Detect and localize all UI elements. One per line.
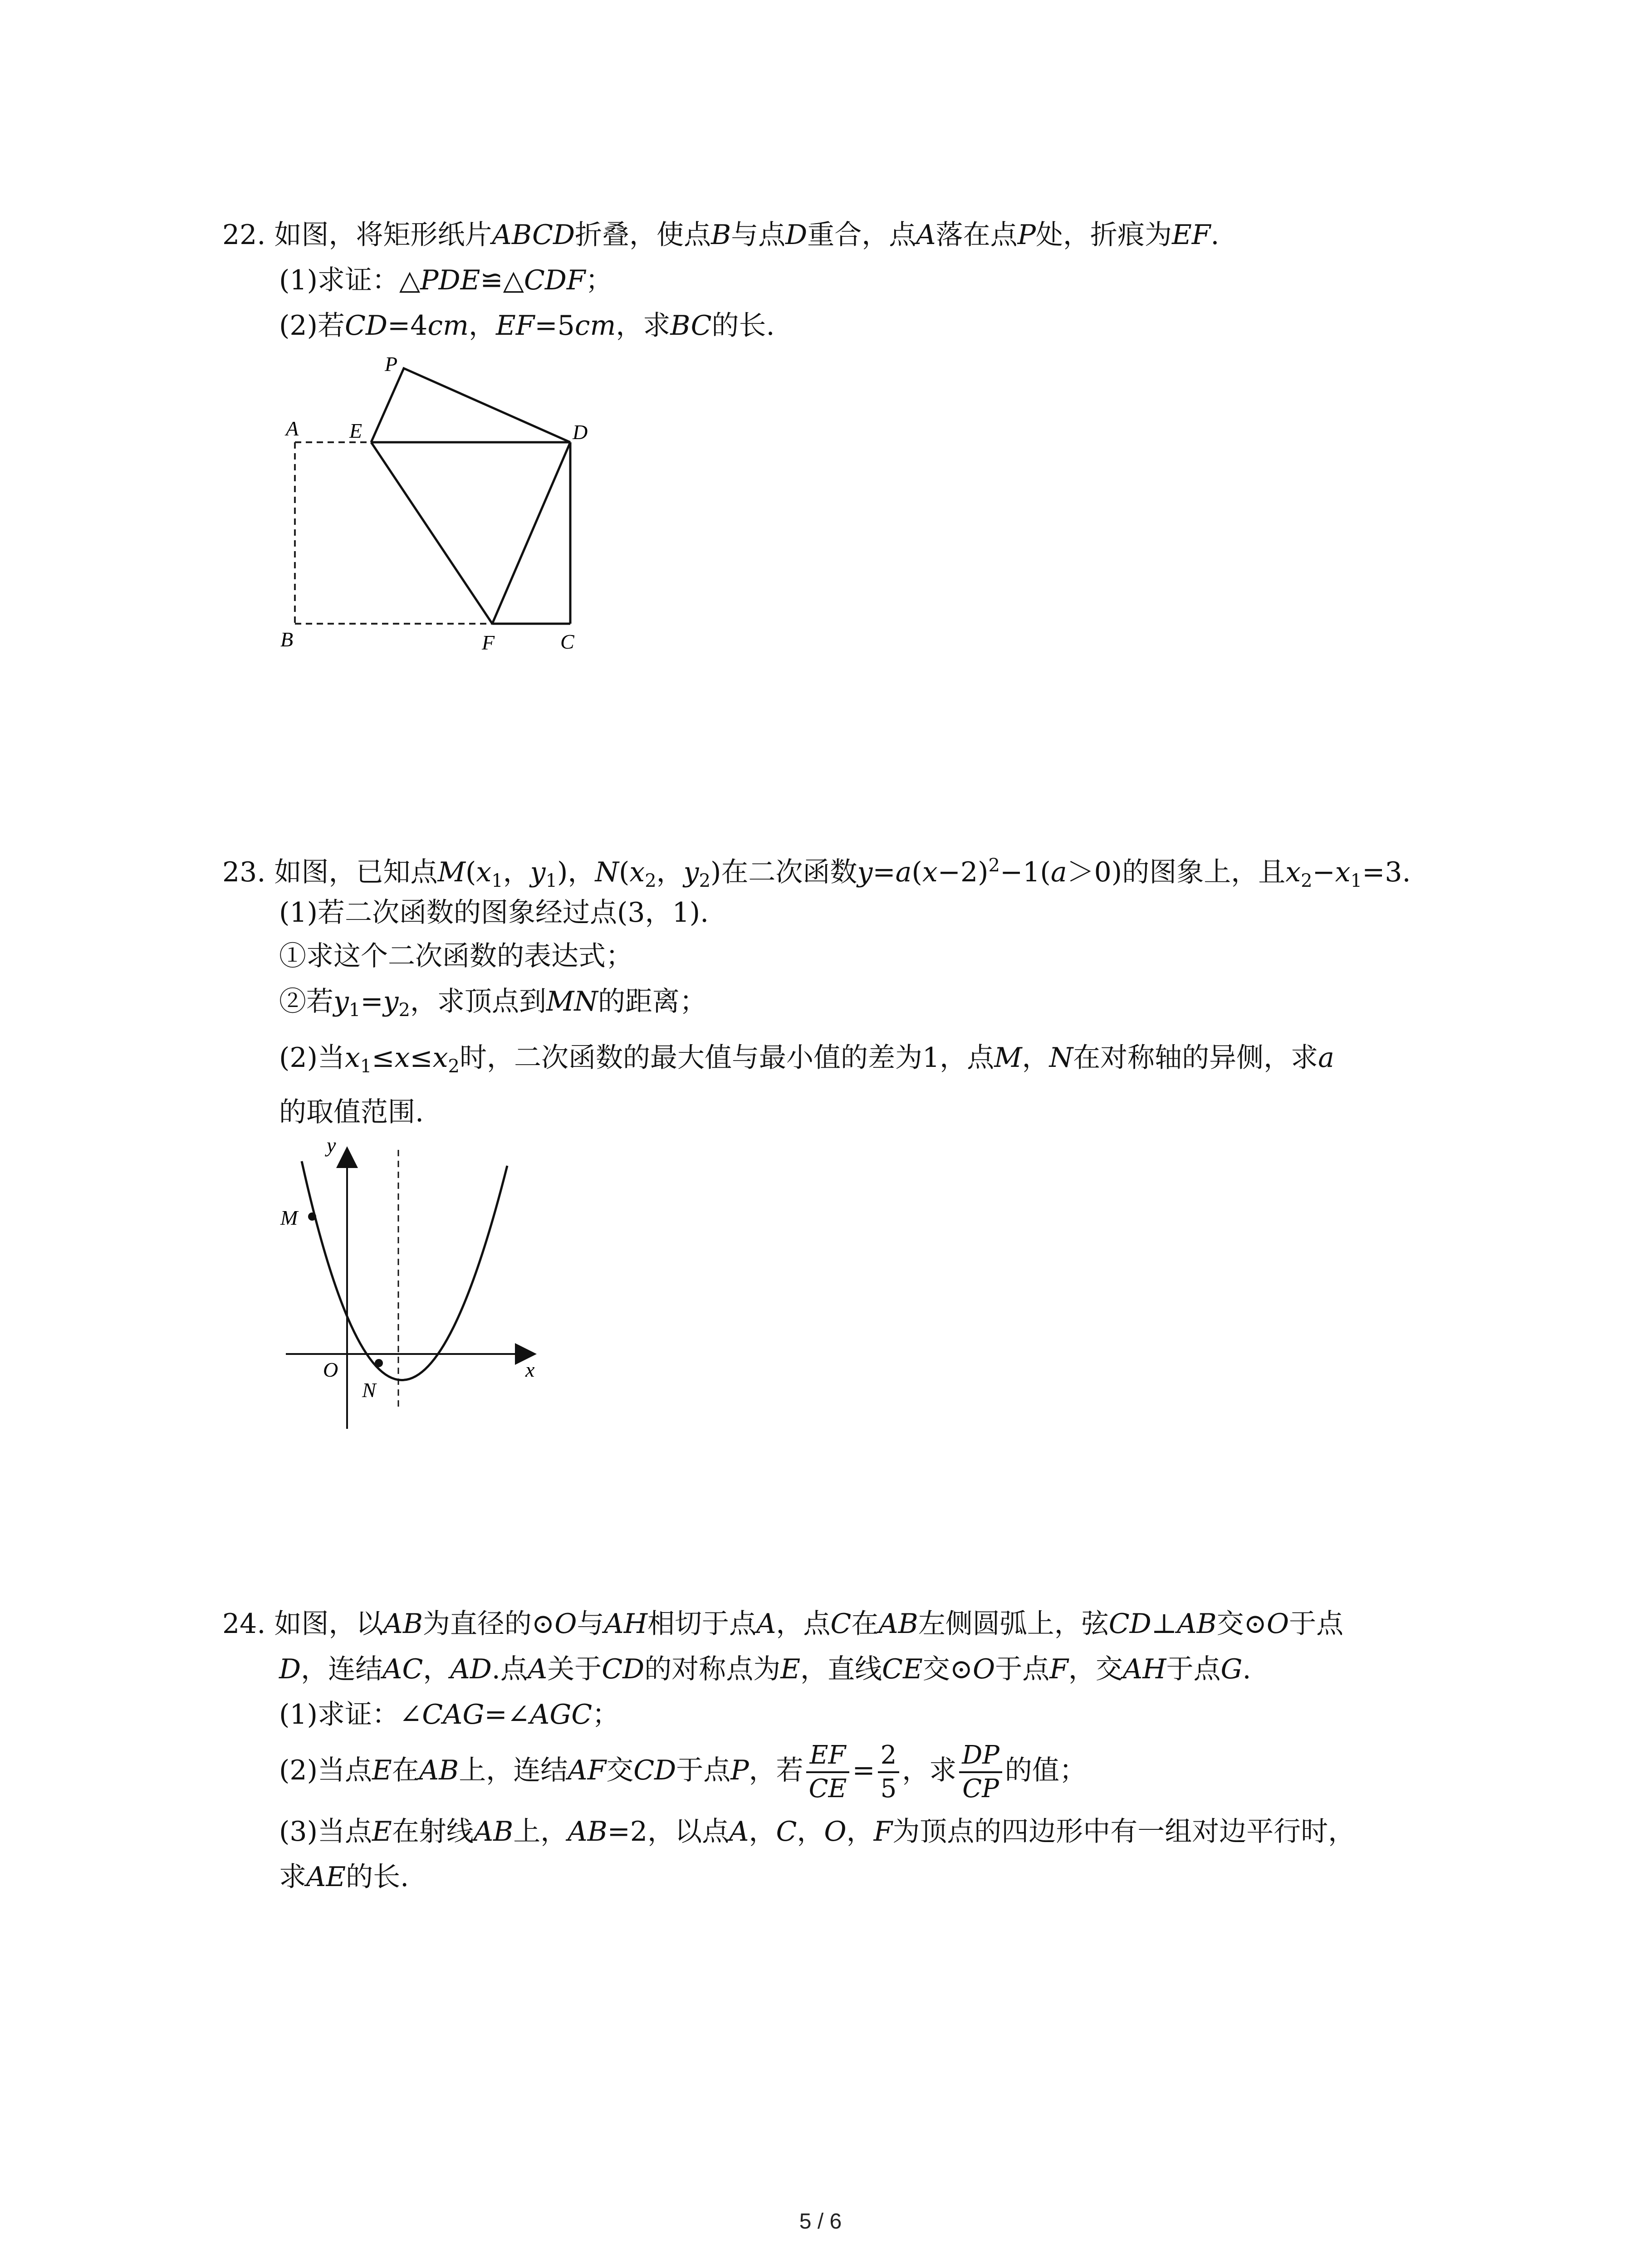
segment-EF [371, 442, 492, 624]
q24-stem-2: D，连结AC，AD.点A关于CD的对称点为E，直线CE交⊙O于点F，交AH于点G. [279, 1653, 1251, 1685]
fraction-2-5: $\frac{2}{5}$ [878, 1740, 900, 1805]
label-O: O [323, 1358, 338, 1381]
label-F: F [482, 631, 495, 654]
label-x: x [525, 1358, 535, 1381]
q23-part1: (1)若二次函数的图象经过点(3，1). [279, 897, 709, 929]
parabola-curve [302, 1161, 507, 1380]
label-D: D [573, 420, 588, 444]
q24-stem-1: 24. 如图，以AB为直径的⊙O与AH相切于点A，点C在AB左侧圆弧上，弦CD⊥AB交⊙O于点 [222, 1608, 1344, 1640]
q22-stem: 22. 如图，将矩形纸片ABCD折叠，使点B与点D重合，点A落在点P处，折痕为EF. [222, 219, 1220, 251]
q24-part1: (1)求证：∠CAG=∠AGC； [279, 1699, 620, 1730]
label-E: E [349, 419, 362, 442]
q23-stem: 23. 如图，已知点$M(x_1$，$y_1$)，$N(x_2$，$y_2$)在二次函数$y=a(x-2)^2-1(a>0)$的图象上，且$x_2-x_1=3$. [222, 855, 1411, 891]
label-C: C [560, 630, 574, 653]
q24-part3: (3)当点E在射线AB上，AB=2，以点A，C，O，F为顶点的四边形中有一组对边平行时， [279, 1816, 1356, 1848]
label-P: P [385, 352, 398, 376]
q22-part1: (1)求证：△PDE≌△CDF； [279, 264, 613, 296]
q23-part2: (2)当$x_1\le x\le x_2$时，二次函数的最大值与最小值的差为1，点M，N在对称轴的异侧，求a [279, 1042, 1334, 1077]
q23-part1-ii: ②若$y_1=y_2$，求顶点到MN的距离； [279, 986, 707, 1021]
q22-figure [254, 345, 662, 671]
segment-FD [492, 442, 570, 624]
label-N: N [362, 1378, 376, 1402]
point-N [375, 1359, 383, 1367]
folded-quad-EPD [371, 368, 570, 442]
fraction-EF-CE: $\frac{EF}{CE}$ [806, 1740, 850, 1805]
q23-figure [254, 1134, 572, 1442]
q24-part3-cont: 求AE的长. [279, 1861, 409, 1893]
label-A: A [286, 417, 299, 440]
point-M [308, 1212, 316, 1221]
label-B: B [280, 628, 294, 651]
label-M: M [280, 1206, 298, 1229]
q23-part1-i: ①求这个二次函数的表达式； [279, 940, 633, 972]
q22-part2: (2)若CD=4cm，EF=5cm，求BC的长. [279, 310, 775, 342]
page-number: 5 / 6 [799, 2209, 842, 2234]
q24-part2: (2)当点E在AB上，连结AF交CD于点P，若 $\frac{EF}{CE}$ = $\frac{2}{5}$ ，求 $\frac{DP}{CP}$ 的值； [279, 1736, 1087, 1804]
fraction-DP-CP: $\frac{DP}{CP}$ [959, 1740, 1002, 1805]
q23-part2-cont: 的取值范围. [279, 1096, 424, 1128]
label-y: y [327, 1134, 336, 1157]
